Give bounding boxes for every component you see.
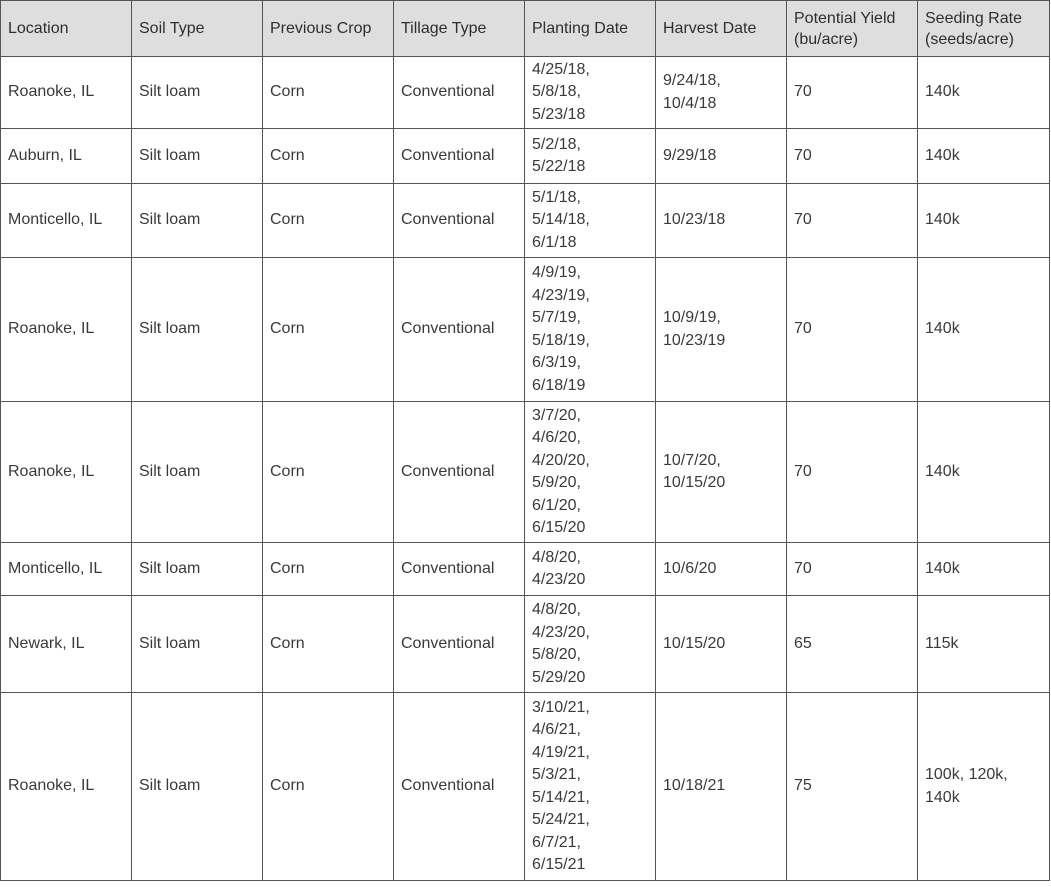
cell-seeding-rate: 100k, 120k, 140k [918, 693, 1050, 881]
table-header [1, 1, 1050, 57]
cell-soil-type: Silt loam [132, 258, 263, 402]
cell-previous-crop: Corn [263, 693, 394, 881]
cell-previous-crop: Corn [263, 57, 394, 129]
table-row [1, 543, 1050, 596]
cell-tillage-type: Conventional [394, 57, 525, 129]
cell-tillage-type: Conventional [394, 402, 525, 543]
cell-location: Newark, IL [1, 596, 132, 693]
table-row [1, 402, 1050, 543]
cell-location: Roanoke, IL [1, 57, 132, 129]
header-planting-date: Planting Date [525, 1, 656, 57]
cell-location: Roanoke, IL [1, 693, 132, 881]
cell-tillage-type: Conventional [394, 129, 525, 184]
header-potential-yield: Potential Yield (bu/acre) [787, 1, 918, 57]
cell-tillage-type: Conventional [394, 258, 525, 402]
cell-location: Monticello, IL [1, 184, 132, 258]
header-location: Location [1, 1, 132, 57]
cell-potential-yield: 70 [787, 184, 918, 258]
header-harvest-date: Harvest Date [656, 1, 787, 57]
cell-seeding-rate: 140k [918, 258, 1050, 402]
cell-planting-date: 3/10/21, 4/6/21, 4/19/21, 5/3/21, 5/14/21, 5/24/21, 6/7/21, 6/15/21 [525, 693, 656, 881]
cell-seeding-rate: 140k [918, 129, 1050, 184]
cell-soil-type: Silt loam [132, 402, 263, 543]
cell-harvest-date: 10/18/21 [656, 693, 787, 881]
cell-seeding-rate: 140k [918, 57, 1050, 129]
cell-tillage-type: Conventional [394, 596, 525, 693]
cell-seeding-rate: 140k [918, 184, 1050, 258]
cell-tillage-type: Conventional [394, 543, 525, 596]
cell-potential-yield: 65 [787, 596, 918, 693]
cell-soil-type: Silt loam [132, 57, 263, 129]
cell-harvest-date: 9/29/18 [656, 129, 787, 184]
cell-potential-yield: 70 [787, 402, 918, 543]
cell-potential-yield: 75 [787, 693, 918, 881]
header-previous-crop: Previous Crop [263, 1, 394, 57]
cell-planting-date: 5/1/18, 5/14/18, 6/1/18 [525, 184, 656, 258]
cell-harvest-date: 10/7/20, 10/15/20 [656, 402, 787, 543]
table-row [1, 258, 1050, 402]
cell-planting-date: 4/25/18, 5/8/18, 5/23/18 [525, 57, 656, 129]
cell-potential-yield: 70 [787, 258, 918, 402]
cell-location: Auburn, IL [1, 129, 132, 184]
cell-previous-crop: Corn [263, 129, 394, 184]
cell-harvest-date: 9/24/18, 10/4/18 [656, 57, 787, 129]
cell-seeding-rate: 140k [918, 543, 1050, 596]
cell-harvest-date: 10/6/20 [656, 543, 787, 596]
cell-location: Monticello, IL [1, 543, 132, 596]
cell-tillage-type: Conventional [394, 693, 525, 881]
cell-planting-date: 4/8/20, 4/23/20, 5/8/20, 5/29/20 [525, 596, 656, 693]
cell-seeding-rate: 115k [918, 596, 1050, 693]
table-row [1, 184, 1050, 258]
cell-harvest-date: 10/15/20 [656, 596, 787, 693]
cell-tillage-type: Conventional [394, 184, 525, 258]
cell-seeding-rate: 140k [918, 402, 1050, 543]
cell-planting-date: 4/9/19, 4/23/19, 5/7/19, 5/18/19, 6/3/19, 6/18/19 [525, 258, 656, 402]
table-row [1, 596, 1050, 693]
cell-harvest-date: 10/9/19, 10/23/19 [656, 258, 787, 402]
cell-location: Roanoke, IL [1, 402, 132, 543]
header-soil-type: Soil Type [132, 1, 263, 57]
table-row [1, 129, 1050, 184]
cell-soil-type: Silt loam [132, 543, 263, 596]
header-tillage-type: Tillage Type [394, 1, 525, 57]
cell-previous-crop: Corn [263, 543, 394, 596]
cell-soil-type: Silt loam [132, 693, 263, 881]
header-seeding-rate: Seeding Rate (seeds/acre) [918, 1, 1050, 57]
table-row [1, 693, 1050, 881]
cell-previous-crop: Corn [263, 258, 394, 402]
table-row [1, 57, 1050, 129]
cell-potential-yield: 70 [787, 543, 918, 596]
cell-harvest-date: 10/23/18 [656, 184, 787, 258]
cell-planting-date: 3/7/20, 4/6/20, 4/20/20, 5/9/20, 6/1/20, 6/15/20 [525, 402, 656, 543]
cell-previous-crop: Corn [263, 402, 394, 543]
cell-previous-crop: Corn [263, 596, 394, 693]
cell-planting-date: 5/2/18, 5/22/18 [525, 129, 656, 184]
table-body [1, 57, 1050, 881]
cell-soil-type: Silt loam [132, 129, 263, 184]
cell-potential-yield: 70 [787, 129, 918, 184]
cell-planting-date: 4/8/20, 4/23/20 [525, 543, 656, 596]
header-row [1, 1, 1050, 57]
cell-previous-crop: Corn [263, 184, 394, 258]
cell-location: Roanoke, IL [1, 258, 132, 402]
cell-potential-yield: 70 [787, 57, 918, 129]
cell-soil-type: Silt loam [132, 184, 263, 258]
cell-soil-type: Silt loam [132, 596, 263, 693]
